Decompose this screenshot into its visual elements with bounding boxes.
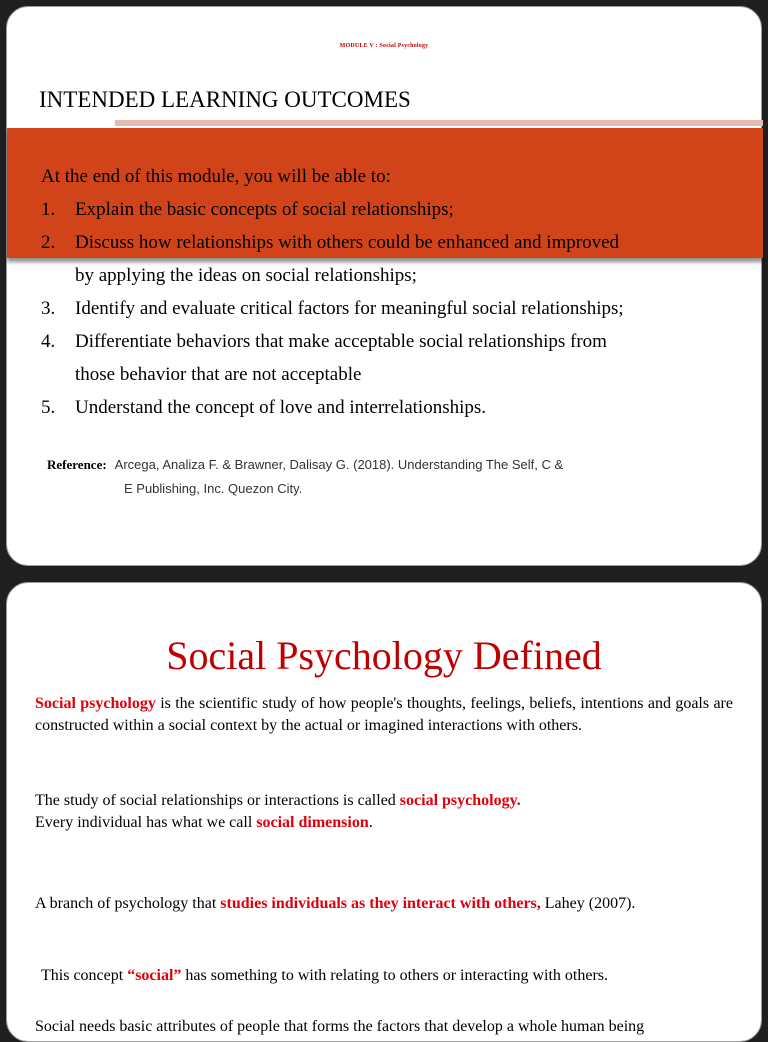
outcome-text: Understand the concept of love and interrelationships. [75, 397, 487, 418]
outcome-text-continued: by applying the ideas on social relationships; [75, 265, 417, 286]
concept-paragraph [41, 965, 739, 987]
study-paragraph [35, 790, 733, 834]
definition-rest: is the scientific study of how people's thoughts, feelings, beliefs, intentions and goals are constructed within a social context by the actual or imagined interactions with others. [35, 695, 733, 734]
term-highlight: Social psychology [35, 695, 156, 712]
outcomes-list [41, 193, 761, 424]
branch-text [35, 893, 733, 915]
outcome-text-continued: those behavior that are not acceptable [75, 364, 362, 385]
reference-label: Reference: [47, 457, 107, 472]
term-highlight: social dimension [256, 814, 369, 831]
outcome-number: 2. [41, 232, 56, 253]
outcome-item [41, 325, 761, 391]
concept-text [41, 965, 739, 987]
dimension-line [35, 812, 733, 834]
reference-line-1: Arcega, Analiza F. & Brawner, Dalisay G. (2018). Understanding The Self, C & [114, 457, 564, 472]
term-highlight: social psychology. [399, 792, 521, 809]
outcome-item [41, 391, 761, 424]
outcome-number: 4. [41, 331, 56, 352]
outcomes-title: INTENDED LEARNING OUTCOMES [39, 87, 411, 112]
social-needs-paragraph [35, 1016, 733, 1038]
outcome-item [41, 226, 761, 292]
study-text: The study of social relationships or interactions is called [35, 792, 400, 809]
outcome-item [41, 193, 761, 226]
reference [47, 453, 737, 501]
outcome-number: 1. [41, 199, 56, 220]
term-highlight: “social” [127, 967, 182, 984]
slide-title: Social Psychology Defined [166, 633, 602, 678]
accent-line [115, 120, 763, 126]
outcome-text: Identify and evaluate critical factors for meaningful social relationships; [75, 298, 624, 319]
outcomes-block [41, 160, 761, 424]
outcome-number: 3. [41, 298, 56, 319]
dimension-end: . [368, 814, 373, 831]
outcome-number: 5. [41, 397, 56, 418]
social-needs-text: Social needs basic attributes of people that forms the factors that develop a whole human being [35, 1018, 645, 1035]
outcome-text: Explain the basic concepts of social relationships; [75, 199, 454, 220]
concept-start: This concept [41, 967, 128, 984]
branch-end: Lahey (2007). [540, 895, 636, 912]
outcomes-intro: At the end of this module, you will be able to: [41, 166, 391, 187]
module-header: MODULE V : Social Psychology [339, 43, 429, 49]
term-highlight: studies individuals as they interact with others, [220, 895, 541, 912]
outcome-item [41, 292, 761, 325]
dimension-text: Every individual has what we call [35, 814, 257, 831]
reference-line-2: E Publishing, Inc. Quezon City. [124, 481, 303, 496]
outcome-text: Discuss how relationships with others could be enhanced and improved [75, 232, 620, 253]
definition-paragraph [35, 693, 733, 737]
branch-start: A branch of psychology that [35, 895, 221, 912]
study-line [35, 790, 733, 812]
definition-text [35, 693, 733, 737]
branch-paragraph [35, 893, 733, 915]
slide-intended-learning-outcomes [6, 6, 762, 566]
outcome-text: Differentiate behaviors that make acceptable social relationships from [75, 331, 607, 352]
concept-end: has something to with relating to others or interacting with others. [181, 967, 609, 984]
